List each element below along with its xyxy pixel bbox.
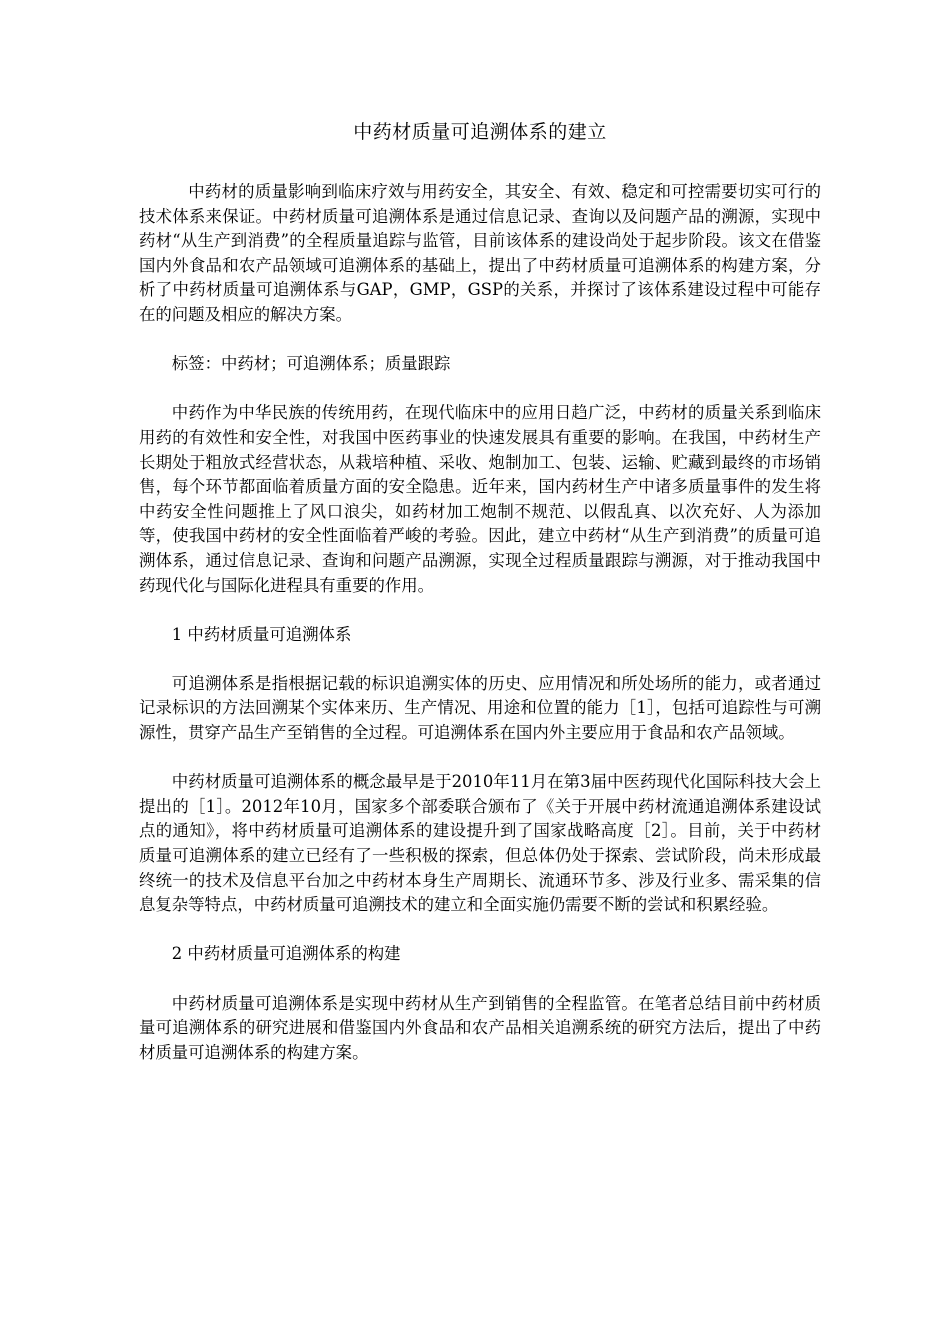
section-2-heading: 2 中药材质量可追溯体系的构建 (171, 944, 401, 964)
intro-paragraph: 中药作为中华民族的传统用药，在现代临床中的应用日趋广泛，中药材的质量关系到临床用药的有效性和安全性，对我国中医药事业的快速发展具有重要的影响。在我国，中药材生产长期处于粗放式经营状态，从栽培种植、采收、炮制加工、包装、运输、贮藏到最终的市场销售，每个环节都面临着质量方面的安全隐患。近年来，国内药材生产中诸多质量事件的发生将中药安全性问题推上了风口浪尖，如药材加工炮制不规范、以假乱真、以次充好、人为添加等，使我国中药材的安全性面临着严峻的考验。因此，建立中药材“从生产到消费”的质量可追溯体系，通过信息记录、查询和问题产品溯源，实现全过程质量跟踪与溯源，对于推动我国中药现代化与国际化进程具有重要的作用。 (139, 403, 821, 595)
section-1-paragraph-2: 中药材质量可追溯体系的概念最早是于2010年11月在第3届中医药现代化国际科技大会上提出的［1］。2012年10月，国家多个部委联合颁布了《关于开展中药材流通追溯体系建设试点的通知》，将中药材质量可追溯体系的建设提升到了国家战略高度［2］。目前，关于中药材质量可追溯体系的建立已经有了一些积极的探索，但总体仍处于探索、尝试阶段，尚未形成最终统一的技术及信息平台加之中药材本身生产周期长、流通环节多、涉及行业多、需采集的信息复杂等特点，中药材质量可追溯技术的建立和全面实施仍需要不断的尝试和积累经验。 (139, 772, 821, 915)
document-body (139, 118, 821, 1090)
section-1-heading: 1 中药材质量可追溯体系 (171, 624, 352, 644)
section-1-paragraph-1: 可追溯体系是指根据记载的标识追溯实体的历史、应用情况和所处场所的能力，或者通过记录标识的方法回溯某个实体来历、生产情况、用途和位置的能力［1］，包括可追踪性与可溯源性，贯穿产品生产至销售的全过程。可追溯体系在国内外主要应用于食品和农产品领域。 (139, 673, 821, 743)
section-2-paragraph-1: 中药材质量可追溯体系是实现中药材从生产到销售的全程监管。在笔者总结目前中药材质量可追溯体系的研究进展和借鉴国内外食品和农产品相关追溯系统的研究方法后，提出了中药材质量可追溯体系的构建方案。 (139, 993, 821, 1062)
abstract-paragraph: 中药材的质量影响到临床疗效与用药安全，其安全、有效、稳定和可控需要切实可行的技术体系来保证。中药材质量可追溯体系是通过信息记录、查询以及问题产品的溯源，实现中药材“从生产到消费”的全程质量追踪与监管，目前该体系的建设尚处于起步阶段。该文在借鉴国内外食品和农产品领域可追溯体系的基础上，提出了中药材质量可追溯体系的构建方案，分析了中药材质量可追溯体系与GAP，GMP，GSP的关系，并探讨了该体系建设过程中可能存在的问题及相应的解决方案。 (139, 182, 821, 324)
page-title: 中药材质量可追溯体系的建立 (353, 121, 607, 143)
keywords-line: 标签：中药材；可追溯体系；质量跟踪 (171, 354, 451, 374)
